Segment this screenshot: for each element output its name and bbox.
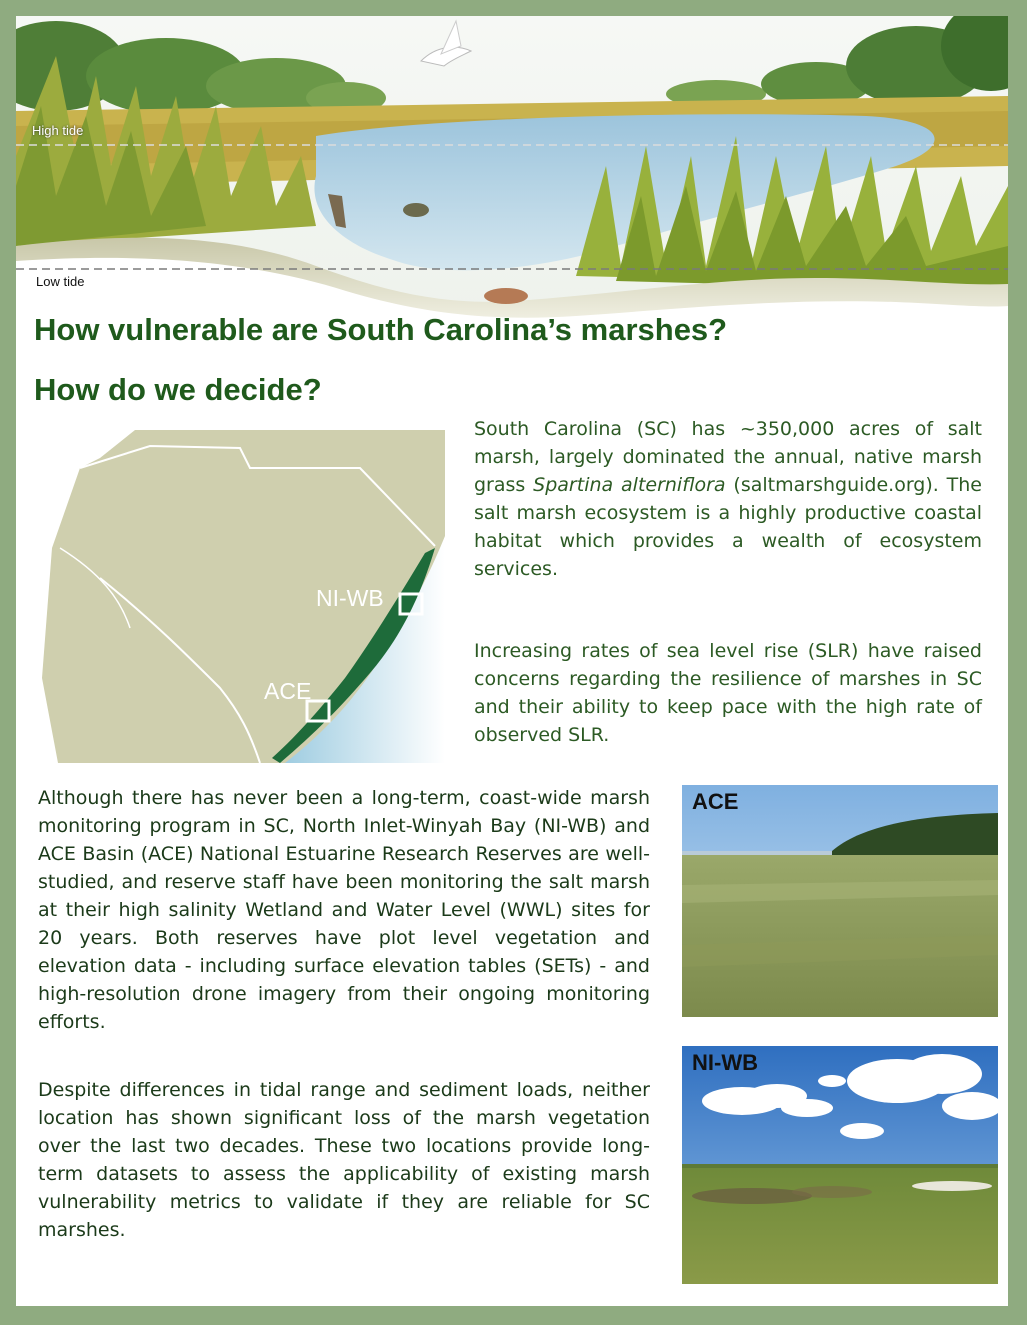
page-subtitle: How do we decide?	[34, 372, 322, 407]
monitoring-paragraph: Although there has never been a long-term, coast-wide marsh monitoring program in SC, North Inlet-Winyah Bay (NI-WB) and ACE Basin (ACE) National Estuarine Research Reserves are well-studied, and reserve staff have been monitoring the salt marsh at their high salinity Wetland and Water Level (WWL) sites for 20 years. Both reserves have plot level vegetation and elevation data - including surface elevation tables (SETs) - and high-resolution drone imagery from their ongoing monitoring efforts.	[38, 787, 650, 1033]
intro-paragraph	[474, 415, 982, 583]
conclusion-paragraph: Despite differences in tidal range and sediment loads, neither location has shown significant loss of the marsh vegetation over the last two decades. These two locations provide long-term datasets to assess the applicability of existing marsh vulnerability metrics to validate if they are reliable for SC marshes.	[38, 1079, 650, 1241]
species-name: Spartina alterniflora	[533, 474, 726, 496]
ace-marsh-photo	[682, 785, 998, 1017]
niwb-map-label: NI-WB	[316, 585, 384, 611]
niwb-photo-label: NI-WB	[692, 1050, 758, 1075]
niwb-photo	[682, 1046, 998, 1284]
intro-text: South Carolina (SC) has ~350,000 acres of salt marsh, largely dominated the annual, native marsh grass	[474, 418, 982, 496]
south-carolina-map	[40, 428, 450, 768]
page	[16, 16, 1008, 1306]
turtle-illustration	[403, 203, 429, 217]
state-map-graphic	[40, 428, 450, 768]
marsh-banner	[16, 16, 1008, 326]
page-title: How vulnerable are South Carolina’s marshes?	[34, 312, 728, 347]
ace-photo-label: ACE	[692, 789, 739, 814]
marsh-illustration	[16, 16, 1008, 326]
ace-photo	[682, 785, 998, 1017]
intro-text-continued: (saltmarshguide.org). The salt marsh ecosystem is a highly productive coastal habitat which provides a wealth of ecosystem services.	[474, 474, 982, 580]
ace-map-label: ACE	[264, 678, 312, 704]
niwb-marsh-photo	[682, 1046, 998, 1284]
slr-paragraph: Increasing rates of sea level rise (SLR) have raised concerns regarding the resilience of marshes in SC and their ability to keep pace with the high rate of observed SLR.	[474, 640, 982, 746]
high-tide-label: High tide	[32, 123, 84, 138]
low-tide-label: Low tide	[36, 274, 85, 289]
fish-illustration	[484, 288, 528, 304]
